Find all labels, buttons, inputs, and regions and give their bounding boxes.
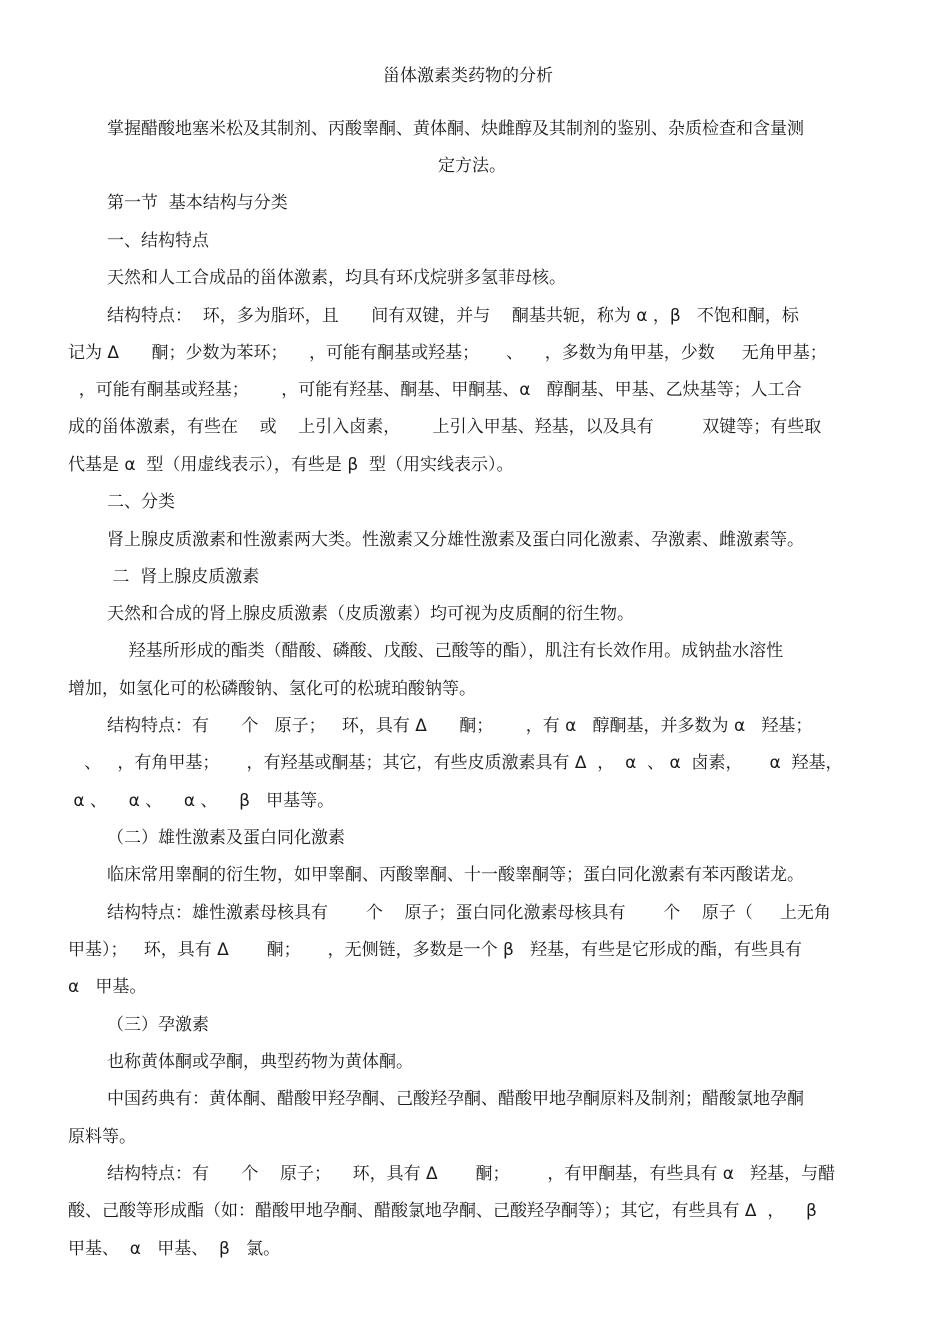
paragraph-line: 成的甾体激素，有些在 或 上引入卤素， 上引入甲基、羟基，以及具有 双键等；有些取	[68, 417, 822, 437]
paragraph-line: 代基是 α 型（用虚线表示），有些是 β 型（用实线表示）。	[68, 455, 514, 475]
subsection-heading: 一、结构特点	[107, 231, 209, 251]
subsection-heading: 二 肾上腺皮质激素	[107, 567, 260, 587]
paragraph: 天然和人工合成品的甾体激素，均具有环戊烷骈多氢菲母核。	[107, 268, 566, 288]
paragraph-line: 中国药典有：黄体酮、醋酸甲羟孕酮、己酸羟孕酮、醋酸甲地孕酮原料及制剂；醋酸氯地孕酮	[107, 1089, 804, 1109]
paragraph: 也称黄体酮或孕酮，典型药物为黄体酮。	[107, 1052, 413, 1072]
paragraph-line: 结构特点： 环，多为脂环，且 间有双键，并与 酮基共轭，称为 α ，β 不饱和酮，标	[107, 306, 799, 326]
paragraph-line: 酸、己酸等形成酯（如：醋酸甲地孕酮、醋酸氯地孕酮、己酸羟孕酮等）；其它，有些具有 Δ ， β	[68, 1201, 817, 1221]
subsection-heading: （三）孕激素	[107, 1015, 209, 1035]
paragraph-line: 结构特点：有 个 原子； 环，具有 Δ 酮； ，有 α 醇酮基，并多数为 α 羟基；	[107, 716, 813, 736]
subsection-heading: （二）雄性激素及蛋白同化激素	[107, 828, 345, 848]
paragraph-line: 羟基所形成的酯类（醋酸、磷酸、戊酸、己酸等的酯），肌注有长效作用。成钠盐水溶性	[107, 641, 784, 661]
paragraph-line: 结构特点：雄性激素母核具有 个 原子；蛋白同化激素母核具有 个 原子（ 上无角	[107, 903, 831, 923]
subsection-heading: 二、分类	[107, 492, 175, 512]
paragraph: 临床常用睾酮的衍生物，如甲睾酮、丙酸睾酮、十一酸睾酮等；蛋白同化激素有苯丙酸诺龙。	[107, 865, 804, 885]
paragraph-line: α 甲基。	[68, 977, 147, 997]
paragraph: 天然和合成的肾上腺皮质激素（皮质激素）均可视为皮质酮的衍生物。	[107, 604, 634, 624]
paragraph-line: 甲基、 α 甲基、 β 氯。	[68, 1239, 281, 1259]
paragraph-line: 记为 Δ 酮；少数为苯环； ，可能有酮基或羟基； 、 ，多数为角甲基，少数 无角甲基；	[68, 343, 827, 363]
page-title: 甾体激素类药物的分析	[383, 66, 553, 86]
paragraph-line: 增加，如氢化可的松磷酸钠、氢化可的松琥珀酸钠等。	[68, 679, 476, 699]
paragraph: 肾上腺皮质激素和性激素两大类。性激素又分雄性激素及蛋白同化激素、孕激素、雌激素等。	[107, 530, 804, 550]
paragraph-line: 原料等。	[68, 1127, 136, 1147]
paragraph-line: 、 ，有角甲基； ，有羟基或酮基；其它，有些皮质激素具有 Δ ， α 、 α 卤素， α 羟基，	[68, 753, 843, 773]
paragraph-line: α 、 α 、 α 、 β 甲基等。	[68, 791, 335, 811]
section-heading: 第一节 基本结构与分类	[107, 193, 288, 213]
intro-line: 定方法。	[438, 156, 506, 176]
paragraph-line: ，可能有酮基或羟基； ，可能有羟基、酮基、甲酮基、α 醇酮基、甲基、乙炔基等；人工合	[68, 380, 802, 400]
paragraph-line: 结构特点：有 个 原子； 环，具有 Δ 酮； ，有甲酮基，有些具有 α 羟基，与醋	[107, 1164, 836, 1184]
paragraph-line: 甲基）； 环，具有 Δ 酮； ，无侧链，多数是一个 β 羟基，有些是它形成的酯，有些具有	[68, 940, 803, 960]
intro-line: 掌握醋酸地塞米松及其制剂、丙酸睾酮、黄体酮、炔雌醇及其制剂的鉴别、杂质检查和含量测	[107, 119, 804, 139]
